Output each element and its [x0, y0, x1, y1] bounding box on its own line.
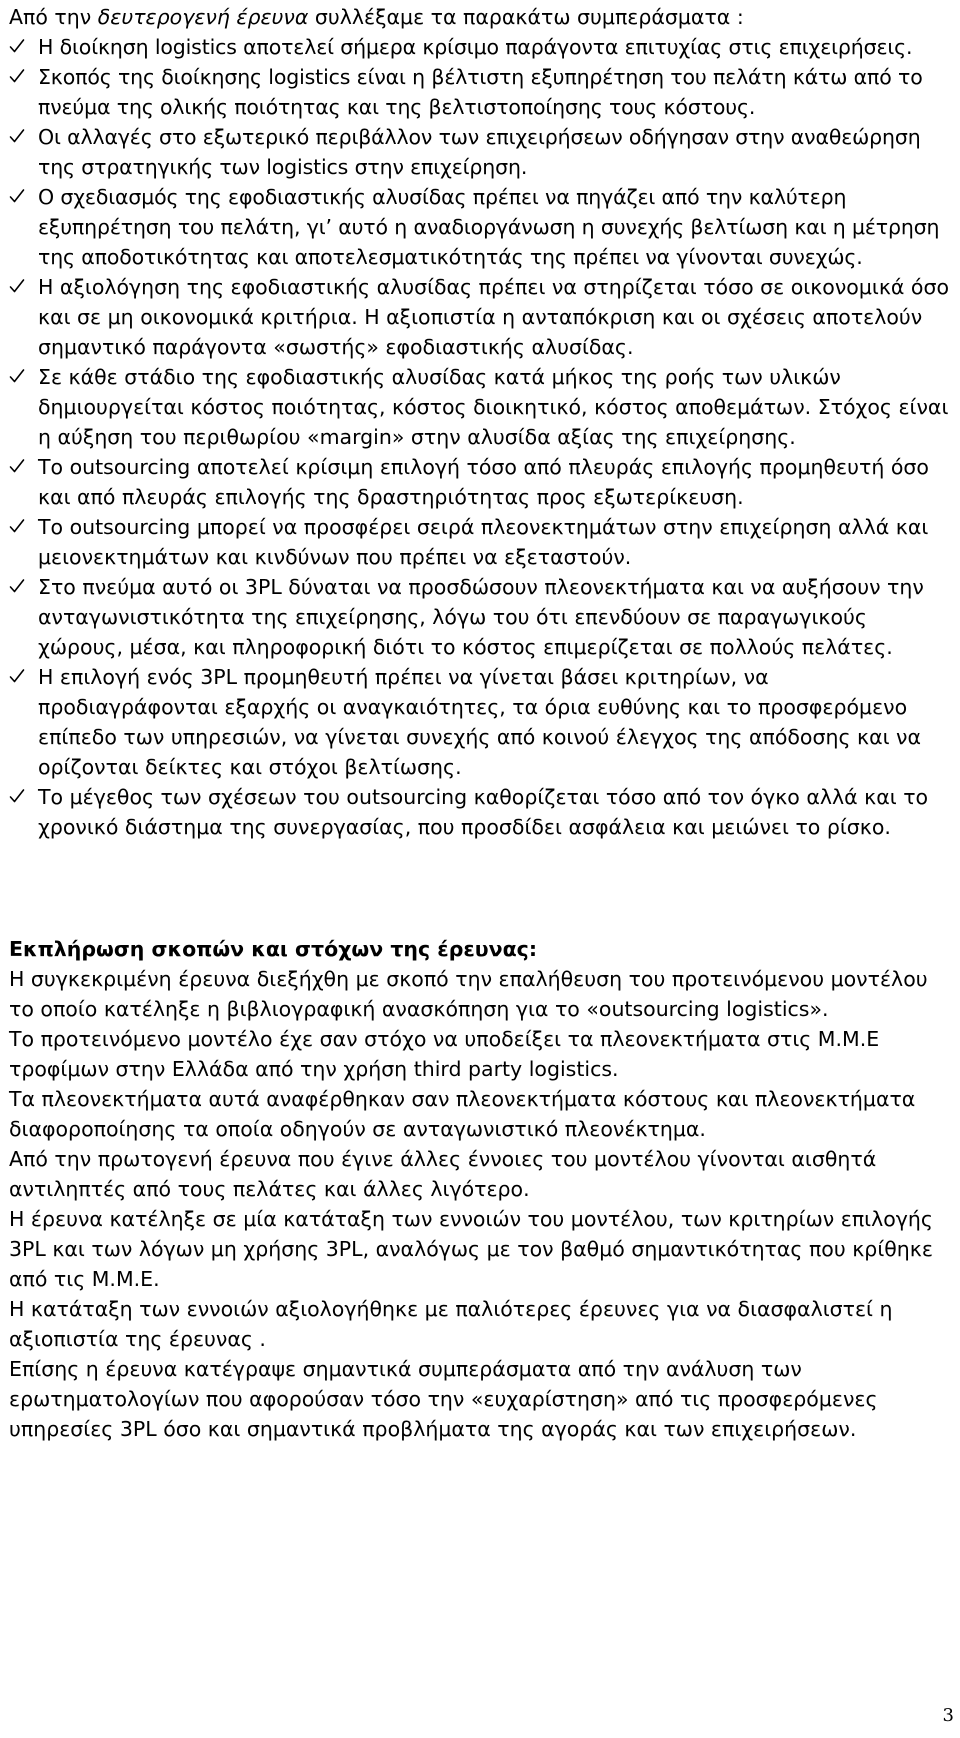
list-item	[9, 662, 949, 782]
list-item	[9, 182, 949, 272]
list-item	[9, 362, 949, 452]
list-item-text: Η διοίκηση logistics αποτελεί σήμερα κρίσιμο παράγοντα επιτυχίας στις επιχειρήσεις.	[38, 35, 913, 59]
conclusions-list	[9, 32, 949, 842]
list-item-text: Το outsourcing μπορεί να προσφέρει σειρά πλεονεκτημάτων στην επιχείρηση αλλά και μειονεκτημάτων και κινδύνων που πρέπει να εξεταστούν.	[38, 515, 929, 569]
check-icon	[9, 668, 25, 684]
intro-prefix: Από την	[9, 5, 98, 29]
check-icon	[9, 278, 25, 294]
list-item	[9, 32, 949, 62]
page-number: 3	[942, 1705, 954, 1726]
check-icon	[9, 578, 25, 594]
paragraph: Από την πρωτογενή έρευνα που έγινε άλλες έννοιες του μοντέλου γίνονται αισθητά αντιληπτές από τους πελάτες και άλλες λιγότερο.	[9, 1147, 877, 1201]
intro-line	[9, 2, 944, 32]
intro-emphasis: δευτερογενή έρευνα	[97, 5, 309, 29]
list-item-text: Το μέγεθος των σχέσεων του outsourcing καθορίζεται τόσο από τον όγκο αλλά και το χρονικό διάστημα της συνεργασίας, που προσδίδει ασφάλεια και μειώνει το ρίσκο.	[38, 785, 929, 839]
paragraph: Η συγκεκριμένη έρευνα διεξήχθη με σκοπό την επαλήθευση του προτεινόμενου μοντέλου το οποίο κατέληξε η βιβλιογραφική ανασκόπηση για το «outsourcing logistics».	[9, 967, 928, 1021]
list-item-text: Η αξιολόγηση της εφοδιαστικής αλυσίδας πρέπει να στηρίζεται τόσο σε οικονομικά όσο και σε μη οικονομικά κριτήρια. Η αξιοπιστία η ανταπόκριση και οι σχέσεις αποτελούν σημαντικό παράγοντα «σωστής» εφοδιαστικής αλυσίδας.	[38, 275, 950, 359]
list-item	[9, 122, 949, 182]
research-goals-section	[9, 934, 949, 1444]
list-item-text: Σκοπός της διοίκησης logistics είναι η βέλτιστη εξυπηρέτηση του πελάτη κάτω από το πνεύμα της ολικής ποιότητας και της βελτιστοποίησης τους κόστους.	[38, 65, 923, 119]
list-item	[9, 572, 949, 662]
check-icon	[9, 38, 25, 54]
list-item-text: Ο σχεδιασμός της εφοδιαστικής αλυσίδας πρέπει να πηγάζει από την καλύτερη εξυπηρέτηση του πελάτη, γι’ αυτό η αναδιοργάνωση η συνεχής βελτίωση και η μέτρηση της αποδοτικότητας και αποτελεσματικότητάς της πρέπει να γίνονται συνεχώς.	[38, 185, 940, 269]
paragraph: Επίσης η έρευνα κατέγραψε σημαντικά συμπεράσματα από την ανάλυση των ερωτηματολογίων που αφορούσαν τόσο την «ευχαρίστηση» από τις προσφερόμενες υπηρεσίες 3PL όσο και σημαντικά προβλήματα της αγοράς και των επιχειρήσεων.	[9, 1357, 878, 1441]
check-icon	[9, 518, 25, 534]
list-item-text: Στο πνεύμα αυτό οι 3PL δύναται να προσδώσουν πλεονεκτήματα και να αυξήσουν την ανταγωνιστικότητα της επιχείρησης, λόγω του ότι επενδύουν σε παραγωγικούς χώρους, μέσα, και πληροφορική διότι το κόστος επιμερίζεται σε πολλούς πελάτες.	[38, 575, 924, 659]
check-icon	[9, 188, 25, 204]
check-icon	[9, 458, 25, 474]
paragraph: Η κατάταξη των εννοιών αξιολογήθηκε με παλιότερες έρευνες για να διασφαλιστεί η αξιοπιστία της έρευνας .	[9, 1297, 893, 1351]
check-icon	[9, 368, 25, 384]
section-heading: Εκπλήρωση σκοπών και στόχων της έρευνας:	[9, 937, 538, 961]
list-item-text: Οι αλλαγές στο εξωτερικό περιβάλλον των επιχειρήσεων οδήγησαν στην αναθεώρηση της στρατηγικής των logistics στην επιχείρηση.	[38, 125, 921, 179]
list-item	[9, 272, 949, 362]
list-item	[9, 62, 949, 122]
check-icon	[9, 68, 25, 84]
paragraph: Τα πλεονεκτήματα αυτά αναφέρθηκαν σαν πλεονεκτήματα κόστους και πλεονεκτήματα διαφοροποίησης τα οποία οδηγούν σε ανταγωνιστικό πλεονέκτημα.	[9, 1087, 916, 1141]
list-item-text: Σε κάθε στάδιο της εφοδιαστικής αλυσίδας κατά μήκος της ροής των υλικών δημιουργείται κόστος ποιότητας, κόστος διοικητικό, κόστος αποθεμάτων. Στόχος είναι η αύξηση του περιθωρίου «margin» στην αλυσίδα αξίας της επιχείρησης.	[38, 365, 949, 449]
intro-suffix: συλλέξαμε τα παρακάτω συμπεράσματα :	[308, 5, 744, 29]
list-item	[9, 782, 949, 842]
list-item	[9, 512, 949, 572]
list-item-text: Η επιλογή ενός 3PL προμηθευτή πρέπει να γίνεται βάσει κριτηρίων, να προδιαγράφονται εξαρχής οι αναγκαιότητες, τα όρια ευθύνης και το προσφερόμενο επίπεδο των υπηρεσιών, να γίνεται συνεχής από κοινού έλεγχος της απόδοσης και να ορίζονται δείκτες και στόχοι βελτίωσης.	[38, 665, 922, 779]
check-icon	[9, 788, 25, 804]
check-icon	[9, 128, 25, 144]
paragraph: Το προτεινόμενο μοντέλο έχε σαν στόχο να υποδείξει τα πλεονεκτήματα στις Μ.Μ.Ε τροφίμων στην Ελλάδα από την χρήση third party logistics.	[9, 1027, 880, 1081]
list-item	[9, 452, 949, 512]
list-item-text: Το outsourcing αποτελεί κρίσιμη επιλογή τόσο από πλευράς επιλογής προμηθευτή όσο και από πλευράς επιλογής της δραστηριότητας προς εξωτερίκευση.	[38, 455, 929, 509]
paragraph: Η έρευνα κατέληξε σε μία κατάταξη των εννοιών του μοντέλου, των κριτηρίων επιλογής 3PL και των λόγων μη χρήσης 3PL, αναλόγως με τον βαθμό σημαντικότητας που κρίθηκε από τις Μ.Μ.Ε.	[9, 1207, 933, 1291]
